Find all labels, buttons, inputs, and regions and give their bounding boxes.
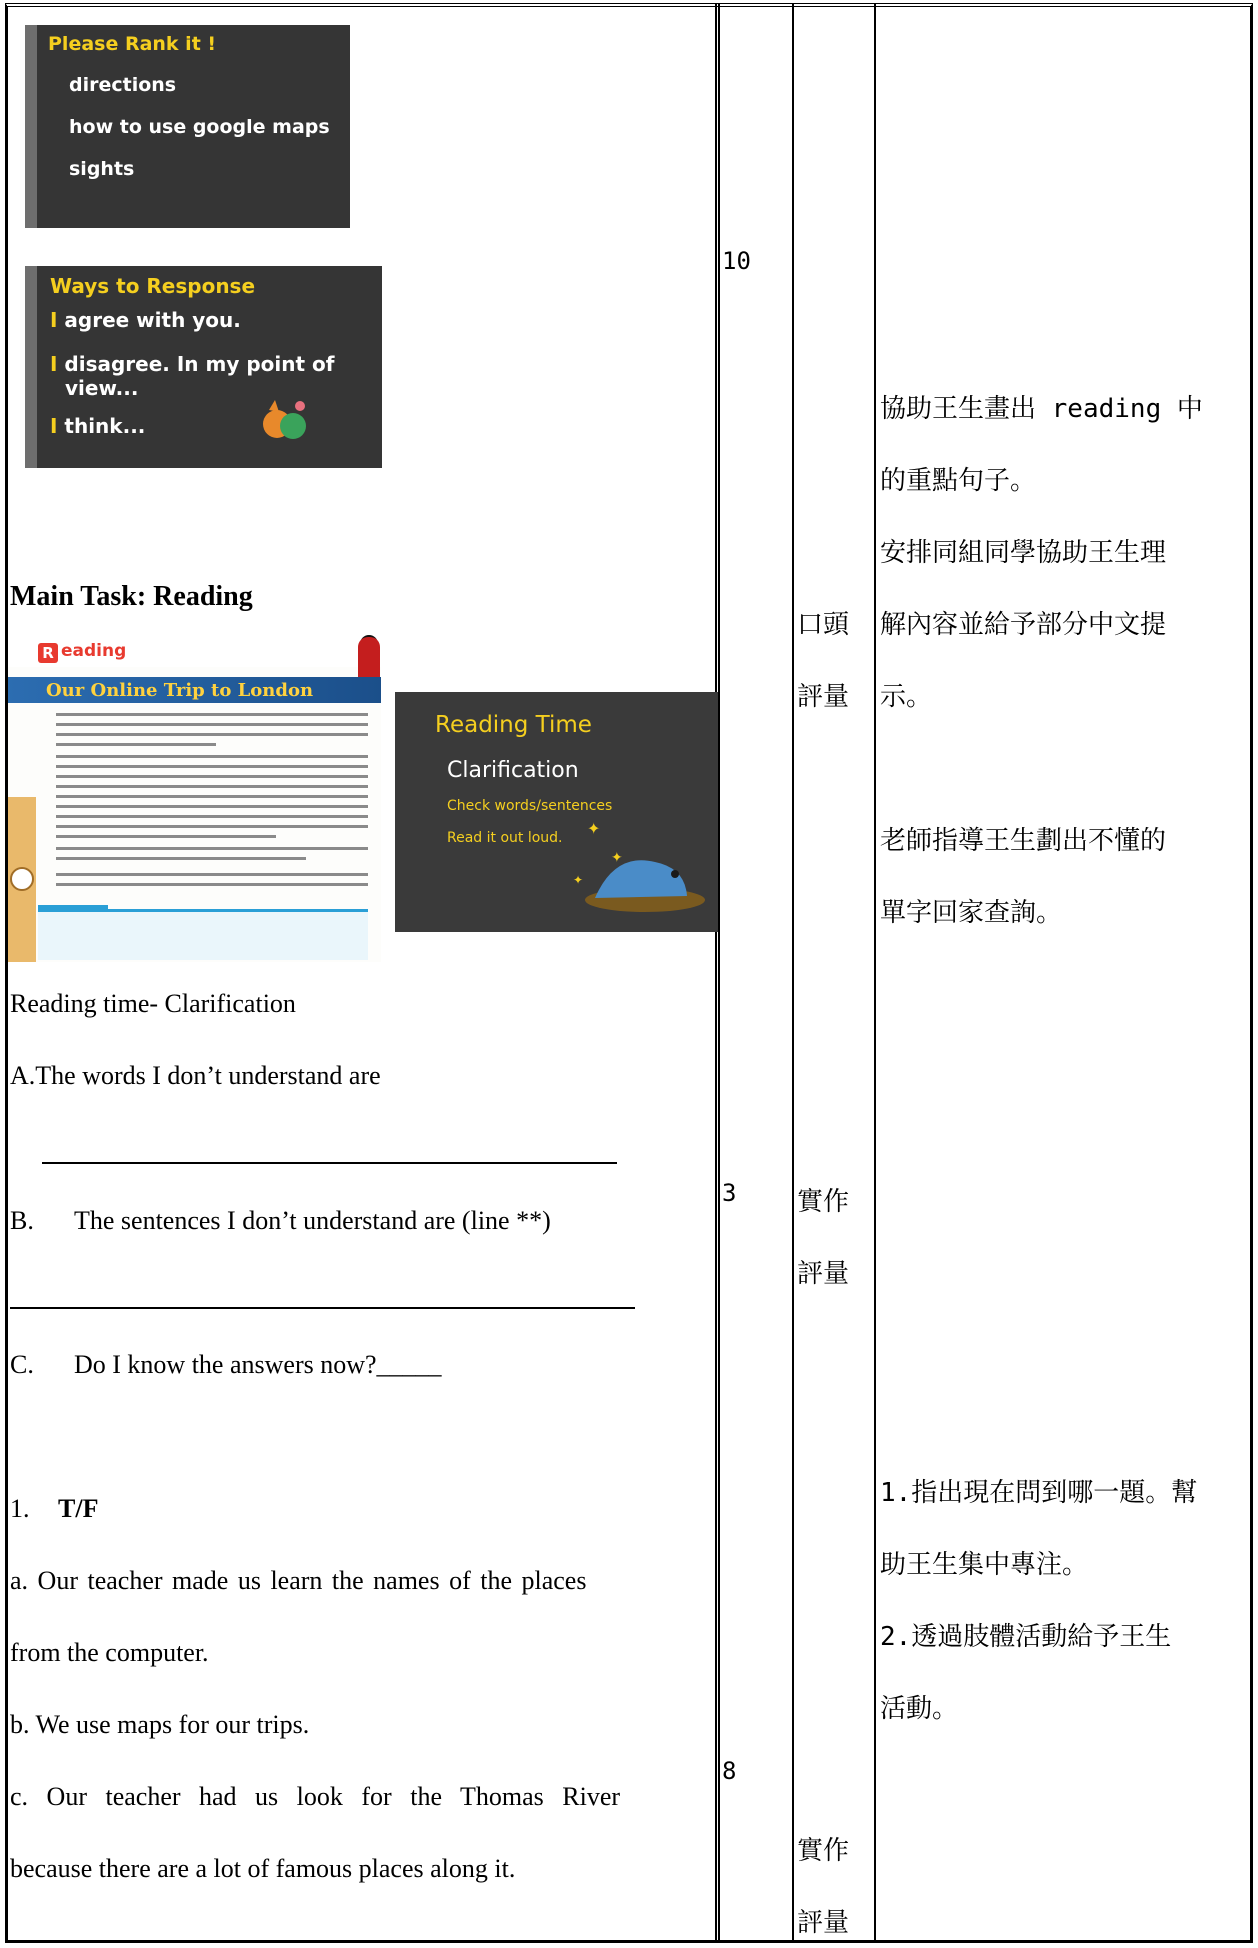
response-slide bbox=[25, 266, 382, 468]
reading-banner-title: Our Online Trip to London bbox=[46, 680, 314, 701]
support-note: 的重點句子。 bbox=[880, 466, 1037, 496]
support-note: 助王生集中專注。 bbox=[880, 1550, 1089, 1580]
question-b: The sentences I don’t understand are (line **) bbox=[74, 1206, 551, 1235]
svg-text:✦: ✦ bbox=[611, 850, 623, 866]
slide-accent-bar bbox=[25, 25, 37, 228]
time-minutes: 8 bbox=[722, 1757, 737, 1785]
rank-slide bbox=[25, 25, 350, 228]
fox-character-illustration bbox=[255, 386, 315, 446]
slide-accent-bar bbox=[25, 266, 37, 468]
tf-statement-c: c. Our teacher had us look for the Thomas River bbox=[10, 1782, 621, 1811]
svg-text:✦: ✦ bbox=[587, 819, 601, 838]
response-item: I agree with you. bbox=[50, 308, 241, 332]
question-a: A.The words I don’t understand are bbox=[10, 1061, 381, 1090]
reading-word: eading bbox=[61, 641, 127, 661]
reading-time-subtitle: Clarification bbox=[447, 758, 579, 783]
question-c: Do I know the answers now?_____ bbox=[74, 1350, 442, 1379]
answer-line-b bbox=[10, 1307, 635, 1309]
rank-item: how to use google maps bbox=[69, 116, 330, 138]
tf-statement-a: a. Our teacher made us learn the names of the places bbox=[10, 1566, 587, 1595]
elephant-illustration bbox=[575, 812, 705, 922]
clock-icon bbox=[10, 867, 34, 891]
assessment-type: 口頭 bbox=[797, 610, 850, 640]
support-note: 老師指導王生劃出不懂的 bbox=[880, 826, 1167, 856]
rank-item: sights bbox=[69, 158, 135, 180]
vocabulary-box bbox=[38, 909, 368, 960]
main-task-heading: Main Task: Reading bbox=[10, 581, 253, 612]
support-note: 協助王生畫出 reading 中 bbox=[880, 394, 1203, 424]
assessment-type: 實作 bbox=[797, 1187, 850, 1217]
response-item: I think... bbox=[50, 414, 146, 438]
support-note: 活動。 bbox=[880, 1694, 959, 1724]
reading-clarification-heading: Reading time- Clarification bbox=[10, 989, 296, 1018]
answer-line-a bbox=[42, 1162, 617, 1164]
column-divider-2 bbox=[792, 3, 794, 1943]
tf-statement-a-cont: from the computer. bbox=[10, 1638, 209, 1667]
column-divider-3 bbox=[874, 3, 876, 1943]
support-note: 安排同組同學協助王生理 bbox=[880, 538, 1167, 568]
rank-slide-title: Please Rank it ! bbox=[48, 33, 217, 55]
tf-statement-c-cont: because there are a lot of famous places along it. bbox=[10, 1854, 516, 1883]
reading-time-item: Check words/sentences bbox=[447, 798, 613, 814]
support-note: 解內容並給予部分中文提 bbox=[880, 610, 1167, 640]
reading-time-title: Reading Time bbox=[435, 712, 592, 738]
tf-number: 1. bbox=[10, 1494, 30, 1523]
support-note: 單字回家查詢。 bbox=[880, 898, 1063, 928]
support-note: 示。 bbox=[880, 682, 933, 712]
textbook-reading-page-image bbox=[8, 637, 381, 962]
response-item: I disagree. In my point of bbox=[50, 352, 335, 376]
question-c-label: C. bbox=[10, 1350, 34, 1379]
assessment-type: 評量 bbox=[797, 682, 850, 712]
svg-text:✦: ✦ bbox=[573, 873, 584, 887]
response-item-continued: view... bbox=[65, 376, 139, 400]
response-slide-title: Ways to Response bbox=[50, 274, 256, 298]
reading-time-slide bbox=[395, 692, 718, 932]
support-note: 1.指出現在問到哪一題。幫 bbox=[880, 1478, 1198, 1508]
reading-badge: R bbox=[38, 643, 58, 663]
time-minutes: 3 bbox=[722, 1179, 737, 1207]
support-note: 2.透過肢體活動給予王生 bbox=[880, 1622, 1172, 1652]
assessment-type: 評量 bbox=[797, 1259, 850, 1289]
tf-statement-b: b. We use maps for our trips. bbox=[10, 1710, 310, 1739]
time-minutes: 10 bbox=[722, 247, 751, 275]
reading-time-item: Read it out loud. bbox=[447, 830, 563, 846]
assessment-type: 評量 bbox=[797, 1908, 850, 1938]
assessment-type: 實作 bbox=[797, 1836, 850, 1866]
rank-item: directions bbox=[69, 74, 177, 96]
tf-title: T/F bbox=[58, 1494, 99, 1523]
question-b-label: B. bbox=[10, 1206, 34, 1235]
column-divider-1 bbox=[715, 3, 720, 1943]
